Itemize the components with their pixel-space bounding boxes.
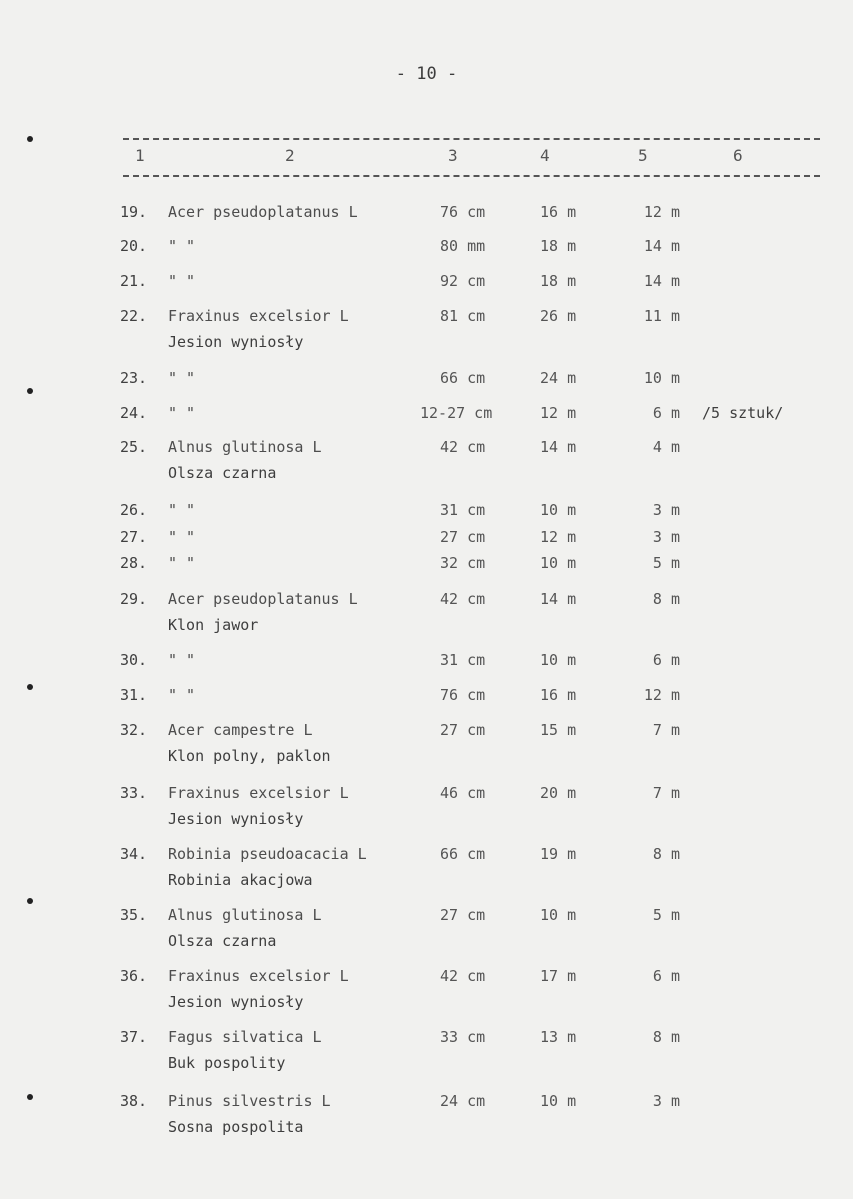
table-header-rule bbox=[123, 175, 820, 177]
species-polish-name: Klon polny, paklon bbox=[168, 747, 331, 765]
crown-spread: 3 m bbox=[652, 1092, 680, 1110]
row-number: 26. bbox=[120, 501, 148, 519]
row-number: 23. bbox=[120, 369, 148, 387]
crown-spread: 4 m bbox=[652, 438, 680, 456]
species-polish-name: Jesion wyniosły bbox=[168, 993, 304, 1011]
table-row bbox=[0, 906, 853, 956]
crown-spread: 8 m bbox=[652, 590, 680, 608]
crown-spread: 6 m bbox=[652, 967, 680, 985]
species-latin-name: " " bbox=[168, 651, 196, 669]
species-latin-name: Pinus silvestris L bbox=[168, 1092, 331, 1110]
species-latin-name: Alnus glutinosa L bbox=[168, 438, 322, 456]
row-note: /5 sztuk/ bbox=[702, 404, 784, 422]
species-polish-name: Olsza czarna bbox=[168, 464, 277, 482]
trunk-circumference: 42 cm bbox=[440, 967, 486, 985]
tree-height: 20 m bbox=[540, 784, 577, 802]
species-polish-name: Sosna pospolita bbox=[168, 1118, 304, 1136]
species-latin-name: " " bbox=[168, 501, 196, 519]
crown-spread: 8 m bbox=[652, 845, 680, 863]
punch-hole-mark bbox=[27, 898, 33, 904]
species-polish-name: Robinia akacjowa bbox=[168, 871, 313, 889]
column-header-1: 1 bbox=[135, 146, 145, 165]
trunk-circumference: 27 cm bbox=[440, 906, 486, 924]
trunk-circumference: 46 cm bbox=[440, 784, 486, 802]
punch-hole-mark bbox=[27, 1094, 33, 1100]
tree-height: 19 m bbox=[540, 845, 577, 863]
trunk-circumference: 24 cm bbox=[440, 1092, 486, 1110]
table-row bbox=[0, 590, 853, 640]
punch-hole-mark bbox=[27, 684, 33, 690]
tree-height: 16 m bbox=[540, 203, 577, 221]
tree-height: 17 m bbox=[540, 967, 577, 985]
crown-spread: 6 m bbox=[652, 404, 680, 422]
tree-height: 10 m bbox=[540, 554, 577, 572]
tree-height: 10 m bbox=[540, 651, 577, 669]
row-number: 34. bbox=[120, 845, 148, 863]
table-row bbox=[0, 307, 853, 357]
crown-spread: 14 m bbox=[643, 237, 680, 255]
column-header-5: 5 bbox=[638, 146, 648, 165]
row-number: 36. bbox=[120, 967, 148, 985]
crown-spread: 14 m bbox=[643, 272, 680, 290]
trunk-circumference: 80 mm bbox=[440, 237, 486, 255]
punch-hole-mark bbox=[27, 388, 33, 394]
tree-height: 16 m bbox=[540, 686, 577, 704]
tree-height: 26 m bbox=[540, 307, 577, 325]
table-row bbox=[0, 967, 853, 1017]
tree-height: 12 m bbox=[540, 404, 577, 422]
species-polish-name: Klon jawor bbox=[168, 616, 259, 634]
tree-height: 12 m bbox=[540, 528, 577, 546]
row-number: 28. bbox=[120, 554, 148, 572]
species-latin-name: Fagus silvatica L bbox=[168, 1028, 322, 1046]
crown-spread: 6 m bbox=[652, 651, 680, 669]
trunk-circumference: 12-27 cm bbox=[420, 404, 493, 422]
species-latin-name: " " bbox=[168, 528, 196, 546]
tree-height: 15 m bbox=[540, 721, 577, 739]
species-polish-name: Olsza czarna bbox=[168, 932, 277, 950]
crown-spread: 10 m bbox=[643, 369, 680, 387]
table-row bbox=[0, 845, 853, 895]
punch-hole-mark bbox=[27, 136, 33, 142]
tree-height: 24 m bbox=[540, 369, 577, 387]
trunk-circumference: 31 cm bbox=[440, 651, 486, 669]
species-polish-name: Jesion wyniosły bbox=[168, 810, 304, 828]
tree-height: 13 m bbox=[540, 1028, 577, 1046]
page-number: - 10 - bbox=[395, 64, 458, 84]
table-row bbox=[0, 784, 853, 834]
species-latin-name: Alnus glutinosa L bbox=[168, 906, 322, 924]
crown-spread: 3 m bbox=[652, 501, 680, 519]
trunk-circumference: 33 cm bbox=[440, 1028, 486, 1046]
row-number: 25. bbox=[120, 438, 148, 456]
column-header-2: 2 bbox=[285, 146, 295, 165]
crown-spread: 5 m bbox=[652, 554, 680, 572]
species-latin-name: " " bbox=[168, 554, 196, 572]
row-number: 20. bbox=[120, 237, 148, 255]
row-number: 29. bbox=[120, 590, 148, 608]
crown-spread: 3 m bbox=[652, 528, 680, 546]
row-number: 31. bbox=[120, 686, 148, 704]
crown-spread: 7 m bbox=[652, 784, 680, 802]
column-header-6: 6 bbox=[733, 146, 743, 165]
species-polish-name: Buk pospolity bbox=[168, 1054, 286, 1072]
crown-spread: 8 m bbox=[652, 1028, 680, 1046]
tree-height: 18 m bbox=[540, 237, 577, 255]
species-latin-name: Acer pseudoplatanus L bbox=[168, 203, 358, 221]
row-number: 30. bbox=[120, 651, 148, 669]
row-number: 19. bbox=[120, 203, 148, 221]
tree-height: 10 m bbox=[540, 906, 577, 924]
species-latin-name: Robinia pseudoacacia L bbox=[168, 845, 367, 863]
crown-spread: 11 m bbox=[643, 307, 680, 325]
table-row bbox=[0, 721, 853, 771]
trunk-circumference: 32 cm bbox=[440, 554, 486, 572]
row-number: 24. bbox=[120, 404, 148, 422]
species-latin-name: Fraxinus excelsior L bbox=[168, 307, 349, 325]
table-row bbox=[0, 438, 853, 488]
crown-spread: 12 m bbox=[643, 203, 680, 221]
row-number: 32. bbox=[120, 721, 148, 739]
trunk-circumference: 66 cm bbox=[440, 845, 486, 863]
trunk-circumference: 76 cm bbox=[440, 203, 486, 221]
column-header-3: 3 bbox=[448, 146, 458, 165]
crown-spread: 7 m bbox=[652, 721, 680, 739]
table-row bbox=[0, 1028, 853, 1078]
species-latin-name: Fraxinus excelsior L bbox=[168, 784, 349, 802]
trunk-circumference: 81 cm bbox=[440, 307, 486, 325]
species-latin-name: Fraxinus excelsior L bbox=[168, 967, 349, 985]
tree-height: 10 m bbox=[540, 501, 577, 519]
trunk-circumference: 31 cm bbox=[440, 501, 486, 519]
species-latin-name: " " bbox=[168, 686, 196, 704]
row-number: 37. bbox=[120, 1028, 148, 1046]
species-latin-name: " " bbox=[168, 404, 196, 422]
tree-height: 14 m bbox=[540, 590, 577, 608]
trunk-circumference: 76 cm bbox=[440, 686, 486, 704]
species-latin-name: " " bbox=[168, 237, 196, 255]
trunk-circumference: 27 cm bbox=[440, 528, 486, 546]
trunk-circumference: 66 cm bbox=[440, 369, 486, 387]
table-top-rule bbox=[123, 138, 820, 140]
table-row bbox=[0, 1092, 853, 1142]
species-latin-name: Acer campestre L bbox=[168, 721, 313, 739]
column-header-4: 4 bbox=[540, 146, 550, 165]
species-latin-name: " " bbox=[168, 272, 196, 290]
trunk-circumference: 42 cm bbox=[440, 438, 486, 456]
row-number: 22. bbox=[120, 307, 148, 325]
crown-spread: 12 m bbox=[643, 686, 680, 704]
species-latin-name: " " bbox=[168, 369, 196, 387]
row-number: 21. bbox=[120, 272, 148, 290]
tree-height: 14 m bbox=[540, 438, 577, 456]
row-number: 33. bbox=[120, 784, 148, 802]
trunk-circumference: 27 cm bbox=[440, 721, 486, 739]
tree-height: 18 m bbox=[540, 272, 577, 290]
trunk-circumference: 42 cm bbox=[440, 590, 486, 608]
row-number: 27. bbox=[120, 528, 148, 546]
trunk-circumference: 92 cm bbox=[440, 272, 486, 290]
row-number: 35. bbox=[120, 906, 148, 924]
tree-height: 10 m bbox=[540, 1092, 577, 1110]
crown-spread: 5 m bbox=[652, 906, 680, 924]
species-polish-name: Jesion wyniosły bbox=[168, 333, 304, 351]
row-number: 38. bbox=[120, 1092, 148, 1110]
species-latin-name: Acer pseudoplatanus L bbox=[168, 590, 358, 608]
